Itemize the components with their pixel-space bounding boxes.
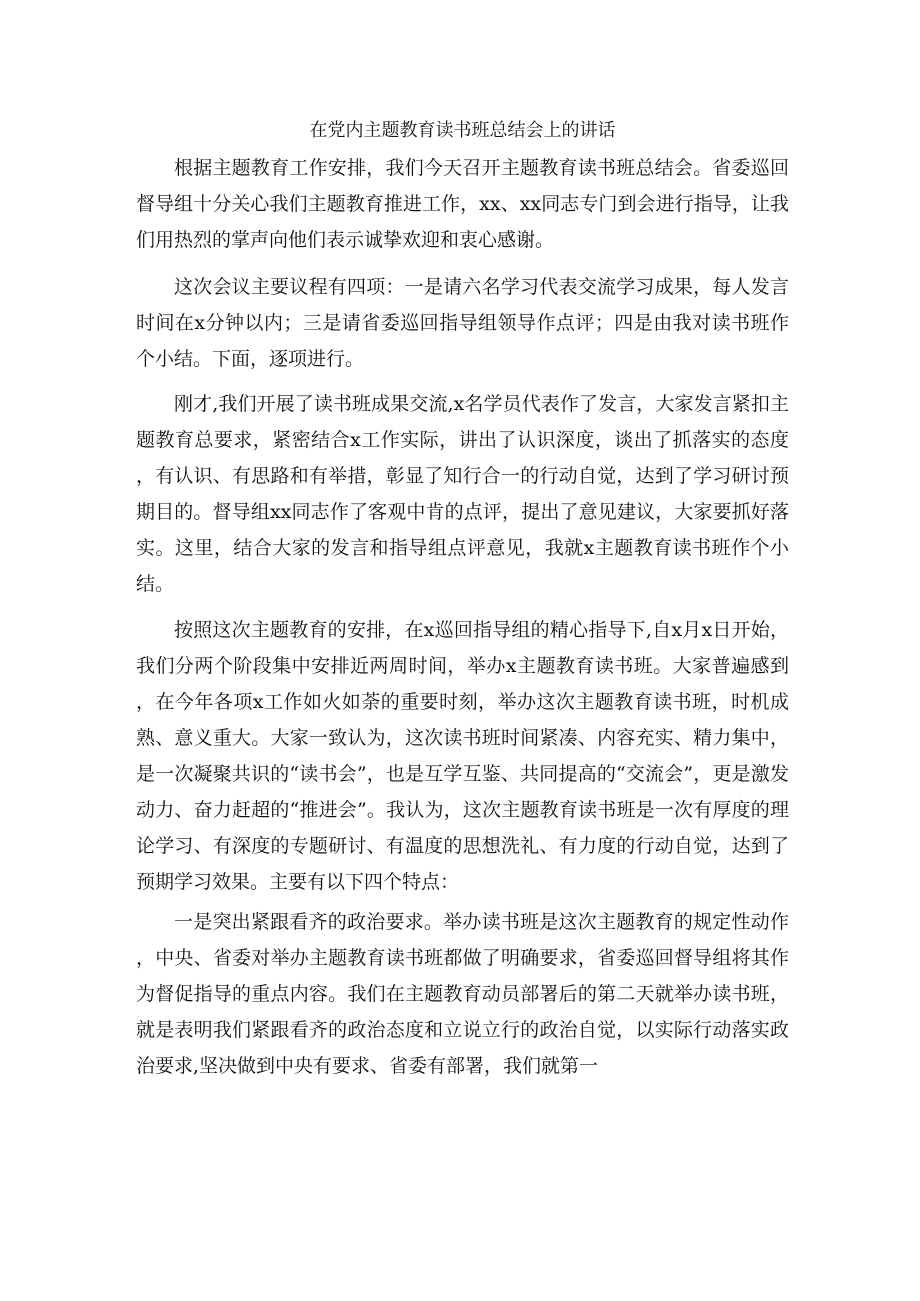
paragraph-exchange-summary: 刚才,我们开展了读书班成果交流,x名学员代表作了发言，大家发言紧扣主题教育总要求，紧密结合x工作实际，讲出了认识深度，谈出了抓落实的态度，有认识、有思路和有举措，彰显了知行合一的行动自觉，达到了学习研讨预期目的。督导组xx同志作了客观中肯的点评，提出了意见建议，大家要抓好落实。这里，结合大家的发言和指导组点评意见，我就x主题教育读书班作个小结。 (136, 393, 789, 595)
paragraph-opening: 根据主题教育工作安排，我们今天召开主题教育读书班总结会。省委巡回督导组十分关心我们主题教育推进工作，xx、xx同志专门到会进行指导，让我们用热烈的掌声向他们表示诚挚欢迎和衷心感谢。 (136, 157, 789, 251)
paragraph-agenda: 这次会议主要议程有四项：一是请六名学习代表交流学习成果，每人发言时间在x分钟以内；三是请省委巡回指导组领导作点评；四是由我对读书班作个小结。下面，逐项进行。 (136, 276, 789, 370)
document-body (136, 112, 789, 1084)
document-title: 在党内主题教育读书班总结会上的讲话 (309, 120, 616, 141)
paragraph-reading-class-overview: 按照这次主题教育的安排，在x巡回指导组的精心指导下,自x月x日开始，我们分两个阶段集中安排近两周时间，举办x主题教育读书班。大家普遍感到，在今年各项x工作如火如荼的重要时刻，举办这次主题教育读书班，时机成熟、意义重大。大家一致认为，这次读书班时间紧凑、内容充实、精力集中，是一次凝聚共识的“读书会”，也是互学互鉴、共同提高的“交流会”，更是激发动力、奋力赶超的“推进会”。我认为，这次主题教育读书班是一次有厚度的理论学习、有深度的专题研讨、有温度的思想洗礼、有力度的行动自觉，达到了预期学习效果。主要有以下四个特点： (136, 619, 789, 893)
paragraph-feature-one: 一是突出紧跟看齐的政治要求。举办读书班是这次主题教育的规定性动作，中央、省委对举办主题教育读书班都做了明确要求，省委巡回督导组将其作为督促指导的重点内容。我们在主题教育动员部署后的第二天就举办读书班，就是表明我们紧跟看齐的政治态度和立说立行的政治自觉，以实际行动落实政治要求,坚决做到中央有要求、省委有部署，我们就第一 (136, 911, 789, 1077)
